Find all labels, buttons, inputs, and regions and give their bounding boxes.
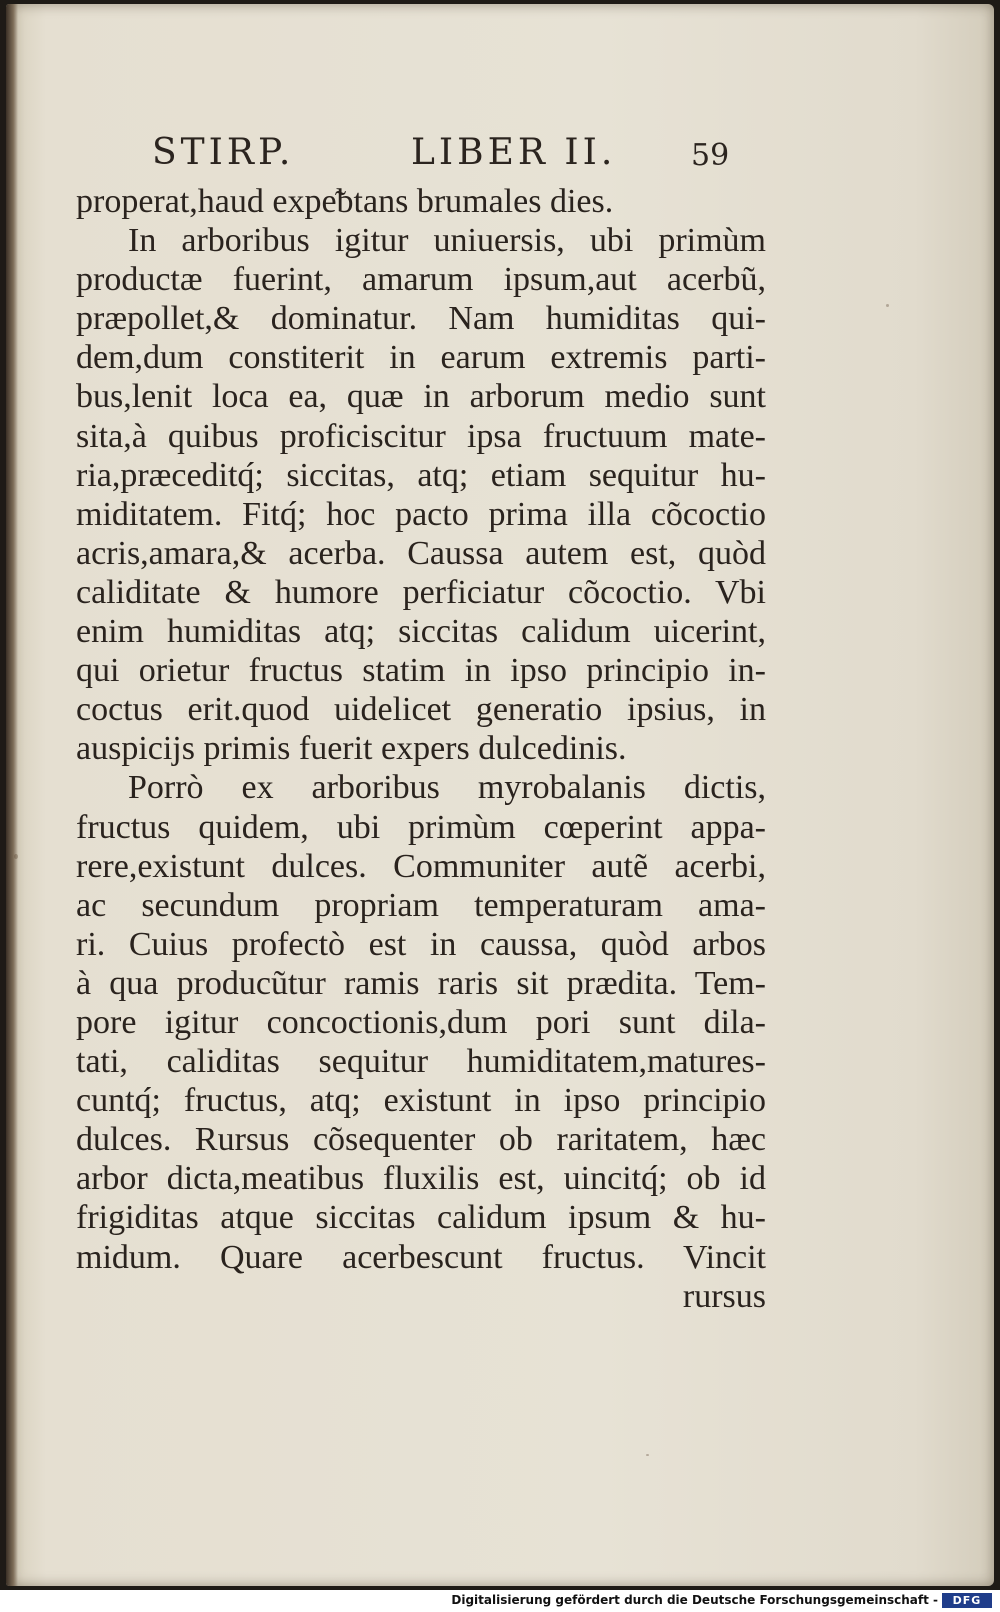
footer-credit: Digitalisierung gefördert durch die Deutsche Forschungsgemeinschaft - bbox=[451, 1593, 938, 1607]
dfg-logo: DFG bbox=[942, 1593, 992, 1608]
running-head-left: STIRP. bbox=[152, 132, 295, 173]
text-line: præpollet,& dominatur. Nam humiditas qui- bbox=[76, 300, 766, 338]
text-line: midum. Quare acerbescunt fructus. Vincit bbox=[76, 1238, 766, 1276]
text-line: rere,existunt dulces. Communiter autẽ acerbi, bbox=[76, 847, 766, 885]
text-line: coctus erit.quod uidelicet generatio ipsius, in bbox=[76, 691, 766, 729]
text-line: ri. Cuius profectò est in caussa, quòd arbos bbox=[76, 925, 766, 963]
text-line: arbor dicta,meatibus fluxilis est, uincitq́; ob id bbox=[76, 1160, 766, 1198]
text-line: sita,à quibus proficiscitur ipsa fructuum mate- bbox=[76, 417, 766, 455]
digitization-footer bbox=[0, 1590, 1000, 1612]
body-text bbox=[76, 182, 766, 1316]
paper-speck bbox=[886, 304, 889, 307]
running-head bbox=[146, 132, 786, 180]
text-line: properat,haud expeᵬtans brumales dies. bbox=[76, 183, 614, 220]
text-line: à qua producũtur ramis raris sit prædita. Tem- bbox=[76, 964, 766, 1002]
page-number: 59 bbox=[691, 138, 730, 173]
text-line: caliditate & humore perficiatur cõcoctio. Vbi bbox=[76, 573, 766, 611]
page-gutter-shadow bbox=[6, 4, 18, 1586]
text-line: miditatem. Fitq́; hoc pacto prima illa cõcoctio bbox=[76, 495, 766, 533]
text-line: auspicijs primis fuerit expers dulcedinis. bbox=[76, 730, 627, 768]
text-line: acris,amara,& acerba. Caussa autem est, quòd bbox=[76, 534, 766, 572]
text-line: fructus quidem, ubi primùm cœperint appa- bbox=[76, 808, 766, 846]
text-line: ria,præceditq́; siccitas, atq; etiam sequitur hu- bbox=[76, 456, 766, 494]
text-line: dulces. Rursus cõsequenter ob raritatem, hæc bbox=[76, 1121, 766, 1159]
text-line: ac secundum propriam temperaturam ama- bbox=[76, 886, 766, 924]
text-line: productæ fuerint, amarum ipsum,aut acerbũ, bbox=[76, 261, 766, 299]
text-line: tati, caliditas sequitur humiditatem,matures- bbox=[76, 1043, 766, 1081]
text-line: cuntq́; fructus, atq; existunt in ipso principio bbox=[76, 1082, 766, 1120]
text-line: In arboribus igitur uniuersis, ubi primùm bbox=[128, 222, 766, 260]
text-line: Porrò ex arboribus myrobalanis dictis, bbox=[128, 769, 766, 807]
catchword: rursus bbox=[682, 1277, 766, 1315]
paper-speck bbox=[646, 1454, 649, 1456]
text-line: pore igitur concoctionis,dum pori sunt dila- bbox=[76, 1003, 766, 1041]
text-line: frigiditas atque siccitas calidum ipsum & hu- bbox=[76, 1199, 766, 1237]
text-line: enim humiditas atq; siccitas calidum uicerint, bbox=[76, 613, 766, 651]
text-line: qui orietur fructus statim in ipso principio in- bbox=[76, 652, 766, 690]
text-line: dem,dum constiterit in earum extremis parti- bbox=[76, 339, 766, 377]
running-head-center: LIBER II. bbox=[411, 132, 617, 173]
book-page bbox=[6, 4, 994, 1586]
paper-speck bbox=[14, 854, 18, 859]
text-line: bus,lenit loca ea, quæ in arborum medio sunt bbox=[76, 378, 766, 416]
